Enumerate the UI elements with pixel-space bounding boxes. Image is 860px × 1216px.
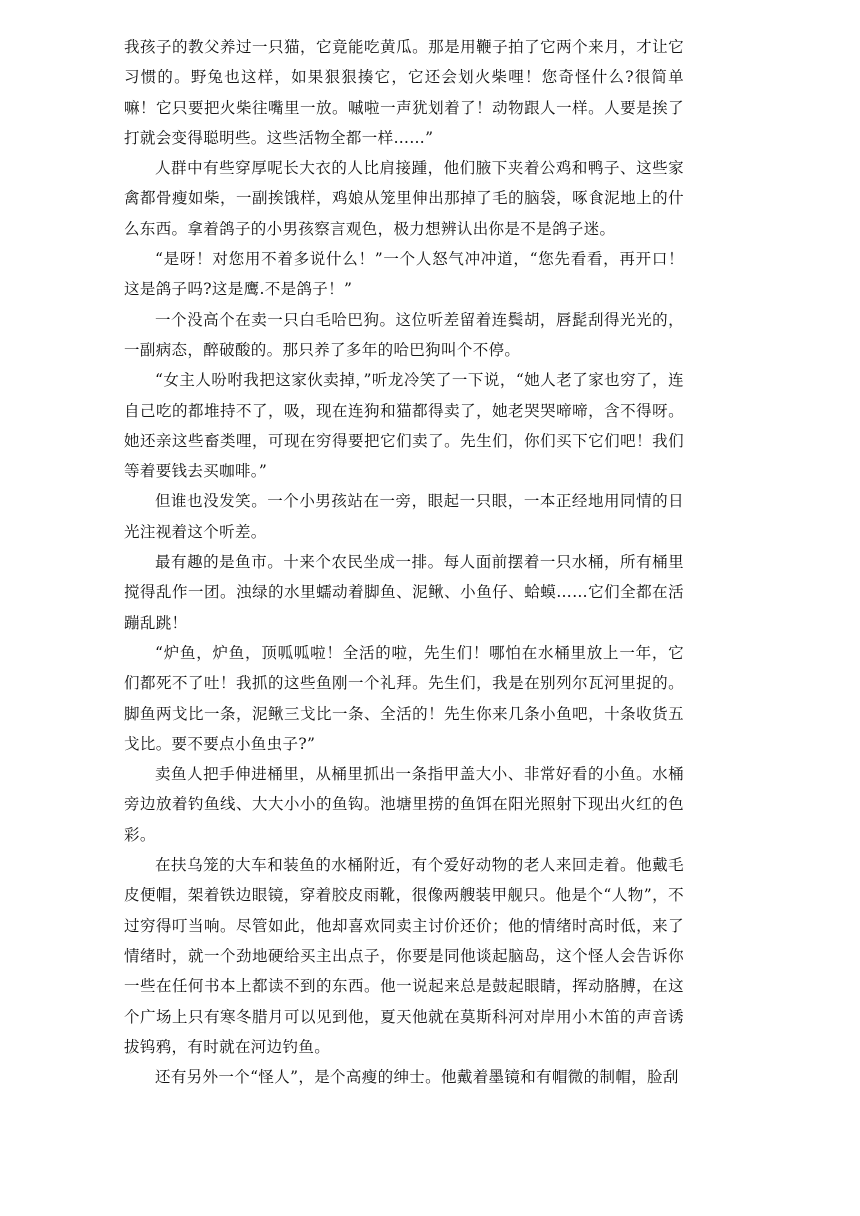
paragraph: 但谁也没发笑。一个小男孩站在一旁，眼起一只眼，一本正经地用同情的日光注视着这个听差。 — [124, 492, 684, 541]
paragraph: 还有另外一个“怪人”，是个高瘦的绅士。他戴着墨镜和有帽微的制帽，脸刮 — [155, 1068, 679, 1087]
paragraph: “是呀！对您用不着多说什么！”一个人怒气冲冲道，“您先看看，再开口！这是鸽子吗?这是鹰.不是鸽子！” — [124, 250, 684, 299]
paragraph: 最有趣的是鱼市。十来个农民坐成一排。每人面前摆着一只水桶，所有桶里搅得乱作一团。浊绿的水里蠕动着脚鱼、泥鳅、小鱼仔、蛤蟆……它们全都在活蹦乱跳！ — [124, 553, 684, 632]
paragraph: “炉鱼，炉鱼，顶呱呱啦！全活的啦，先生们！哪怕在水桶里放上一年，它们都死不了吐！我抓的这些鱼刚一个礼拜。先生们，我是在别列尔瓦河里捉的。脚鱼两戈比一条，泥鳅三戈比一条、全活的！先生你来几条小鱼吧，十条收货五戈比。要不要点小鱼虫子?” — [124, 643, 684, 753]
body-text — [124, 32, 684, 1092]
paragraph: 人群中有些穿厚呢长大衣的人比肩接踵，他们腋下夹着公鸡和鸭子、这些家禽都骨瘦如柴，一副挨饿样，鸡娘从笼里伸出那掉了毛的脑袋，啄食泥地上的什么东西。拿着鸽子的小男孩察言观色，极力想辨认出你是不是鸽子迷。 — [124, 159, 684, 238]
paragraph: 卖鱼人把手伸进桶里，从桶里抓出一条指甲盖大小、非常好看的小鱼。水桶旁边放着钓鱼线、大大小小的鱼钩。池塘里捞的鱼饵在阳光照射下现出火红的色彩。 — [124, 765, 684, 844]
paragraph: 在扶乌笼的大车和装鱼的水桶附近，有个爱好动物的老人来回走着。他戴毛皮便帽，架着铁边眼镜，穿着胶皮雨靴，很像两艘装甲舰只。他是个“人物”，不过穷得叮当响。尽管如此，他却喜欢同卖主讨价还价；他的情绪时高时低，来了情绪时，就一个劲地硬给买主出点子，你要是同他谈起脑岛，这个怪人会告诉你一些在任何书本上都读不到的东西。他一说起来总是鼓起眼睛，挥动胳膊，在这个广场上只有寒冬腊月可以见到他，夏天他就在莫斯科河对岸用小木笛的声音诱拔钨鸦，有时就在河边钓鱼。 — [124, 856, 684, 1056]
paragraph: 一个没高个在卖一只白毛哈巴狗。这位听差留着连鬓胡，唇髭刮得光光的，一副病态，醉破酸的。那只养了多年的哈巴狗叫个不停。 — [124, 310, 684, 359]
paragraph: 我孩子的教父养过一只猫，它竟能吃黄瓜。那是用鞭子拍了它两个来月，才让它习惯的。野兔也这样，如果狠狠揍它，它还会划火柴哩！您奇怪什么?很简单嘛！它只要把火柴往嘴里一放。嘁啦一声犹划着了！动物跟人一样。人要是挨了打就会变得聪明些。这些活物全都一样……” — [124, 38, 684, 147]
paragraph: “女主人吩咐我把这家伙卖掉，”听龙冷笑了一下说，“她人老了家也穷了，连自己吃的都堆持不了，吸，现在连狗和猫都得卖了，她老哭哭啼啼，含不得呀。她还亲这些畜类哩，可现在穷得要把它们卖了。先生们，你们买下它们吧！我们等着要钱去买咖啡。” — [124, 371, 684, 481]
